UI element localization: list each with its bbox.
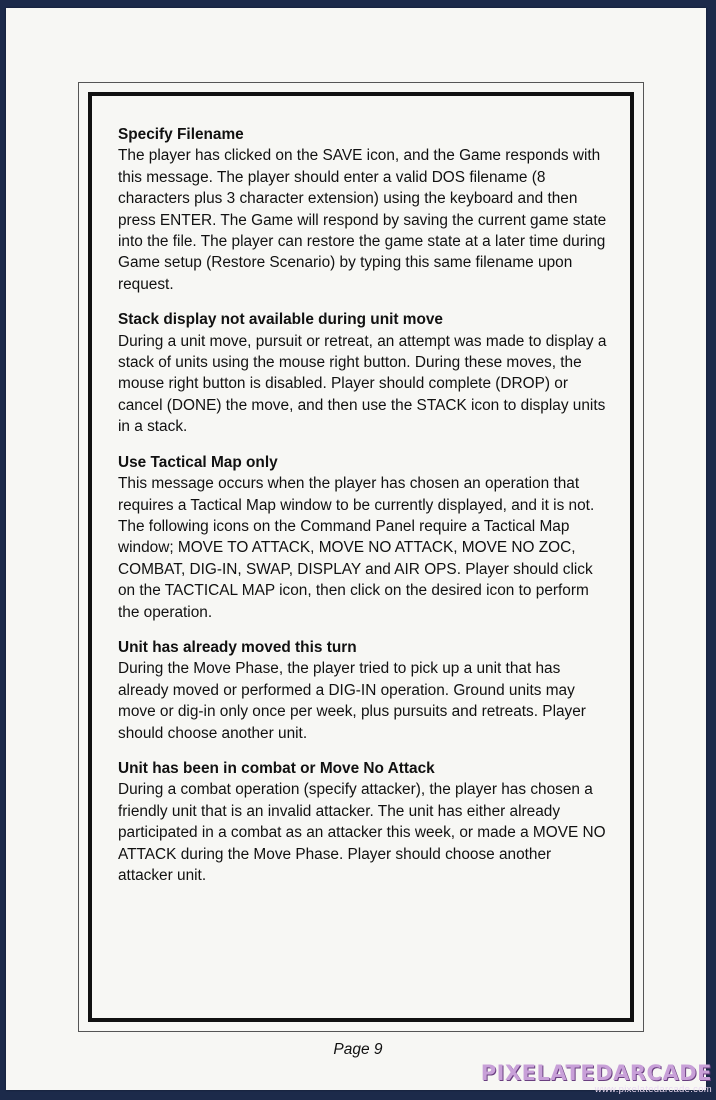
section-use-tactical-map [118,452,608,623]
section-body: This message occurs when the player has chosen an operation that requires a Tactical Map window to be currently displayed, and it is not. The following icons on the Command Panel require a Tactical Map window; MOVE TO ATTACK, MOVE NO ATTACK, MOVE NO ZOC, COMBAT, DIG-IN, SWAP, DISPLAY and AIR OPS. Player should click on the TACTICAL MAP icon, then click on the desired icon to perform the operation. [118,475,595,621]
section-body: During a unit move, pursuit or retreat, an attempt was made to display a stack of units using the mouse right button. During these moves, the mouse right button is disabled. Player should complete (DROP) or cancel (DONE) the move, and then use the STACK icon to display units in a stack. [118,332,607,436]
section-heading: Stack display not available during unit move [118,311,443,329]
section-heading: Specify Filename [118,126,244,143]
watermark-logo: PIXELATEDARCADE [480,1061,712,1085]
section-heading: Use Tactical Map only [118,453,278,471]
section-specify-filename [118,124,608,295]
section-heading: Unit has already moved this turn [118,638,357,656]
section-body: During a combat operation (specify attacker), the player has chosen a friendly unit that is an invalid attacker. The unit has either already participated in a combat as an attacker this week, or made a MOVE NO ATTACK during the Move Phase. Player should choose another attacker unit. [118,781,606,884]
section-body: The player has clicked on the SAVE icon, and the Game responds with this message. The player should enter a valid DOS filename (8 characters plus 3 character extension) using the keyboard and then press ENTER. The Game will respond by saving the current game state into the file. The player can restore the game state at a later time during Game setup (Restore Scenario) by typing this same filename upon request. [118,147,607,293]
section-unit-in-combat [118,758,608,886]
section-body: During the Move Phase, the player tried to pick up a unit that has already moved or performed a DIG-IN operation. Ground units may move or dig-in only once per week, plus pursuits and retreats. Player should choose another unit. [118,660,586,742]
watermark-url: www.pixelatedarcade.com [594,1084,712,1095]
section-unit-already-moved [118,637,608,744]
message-list [118,124,608,900]
page-number: Page 9 [333,1041,383,1058]
watermark [481,1062,712,1095]
section-heading: Unit has been in combat or Move No Attack [118,759,435,777]
section-stack-display [118,309,608,437]
